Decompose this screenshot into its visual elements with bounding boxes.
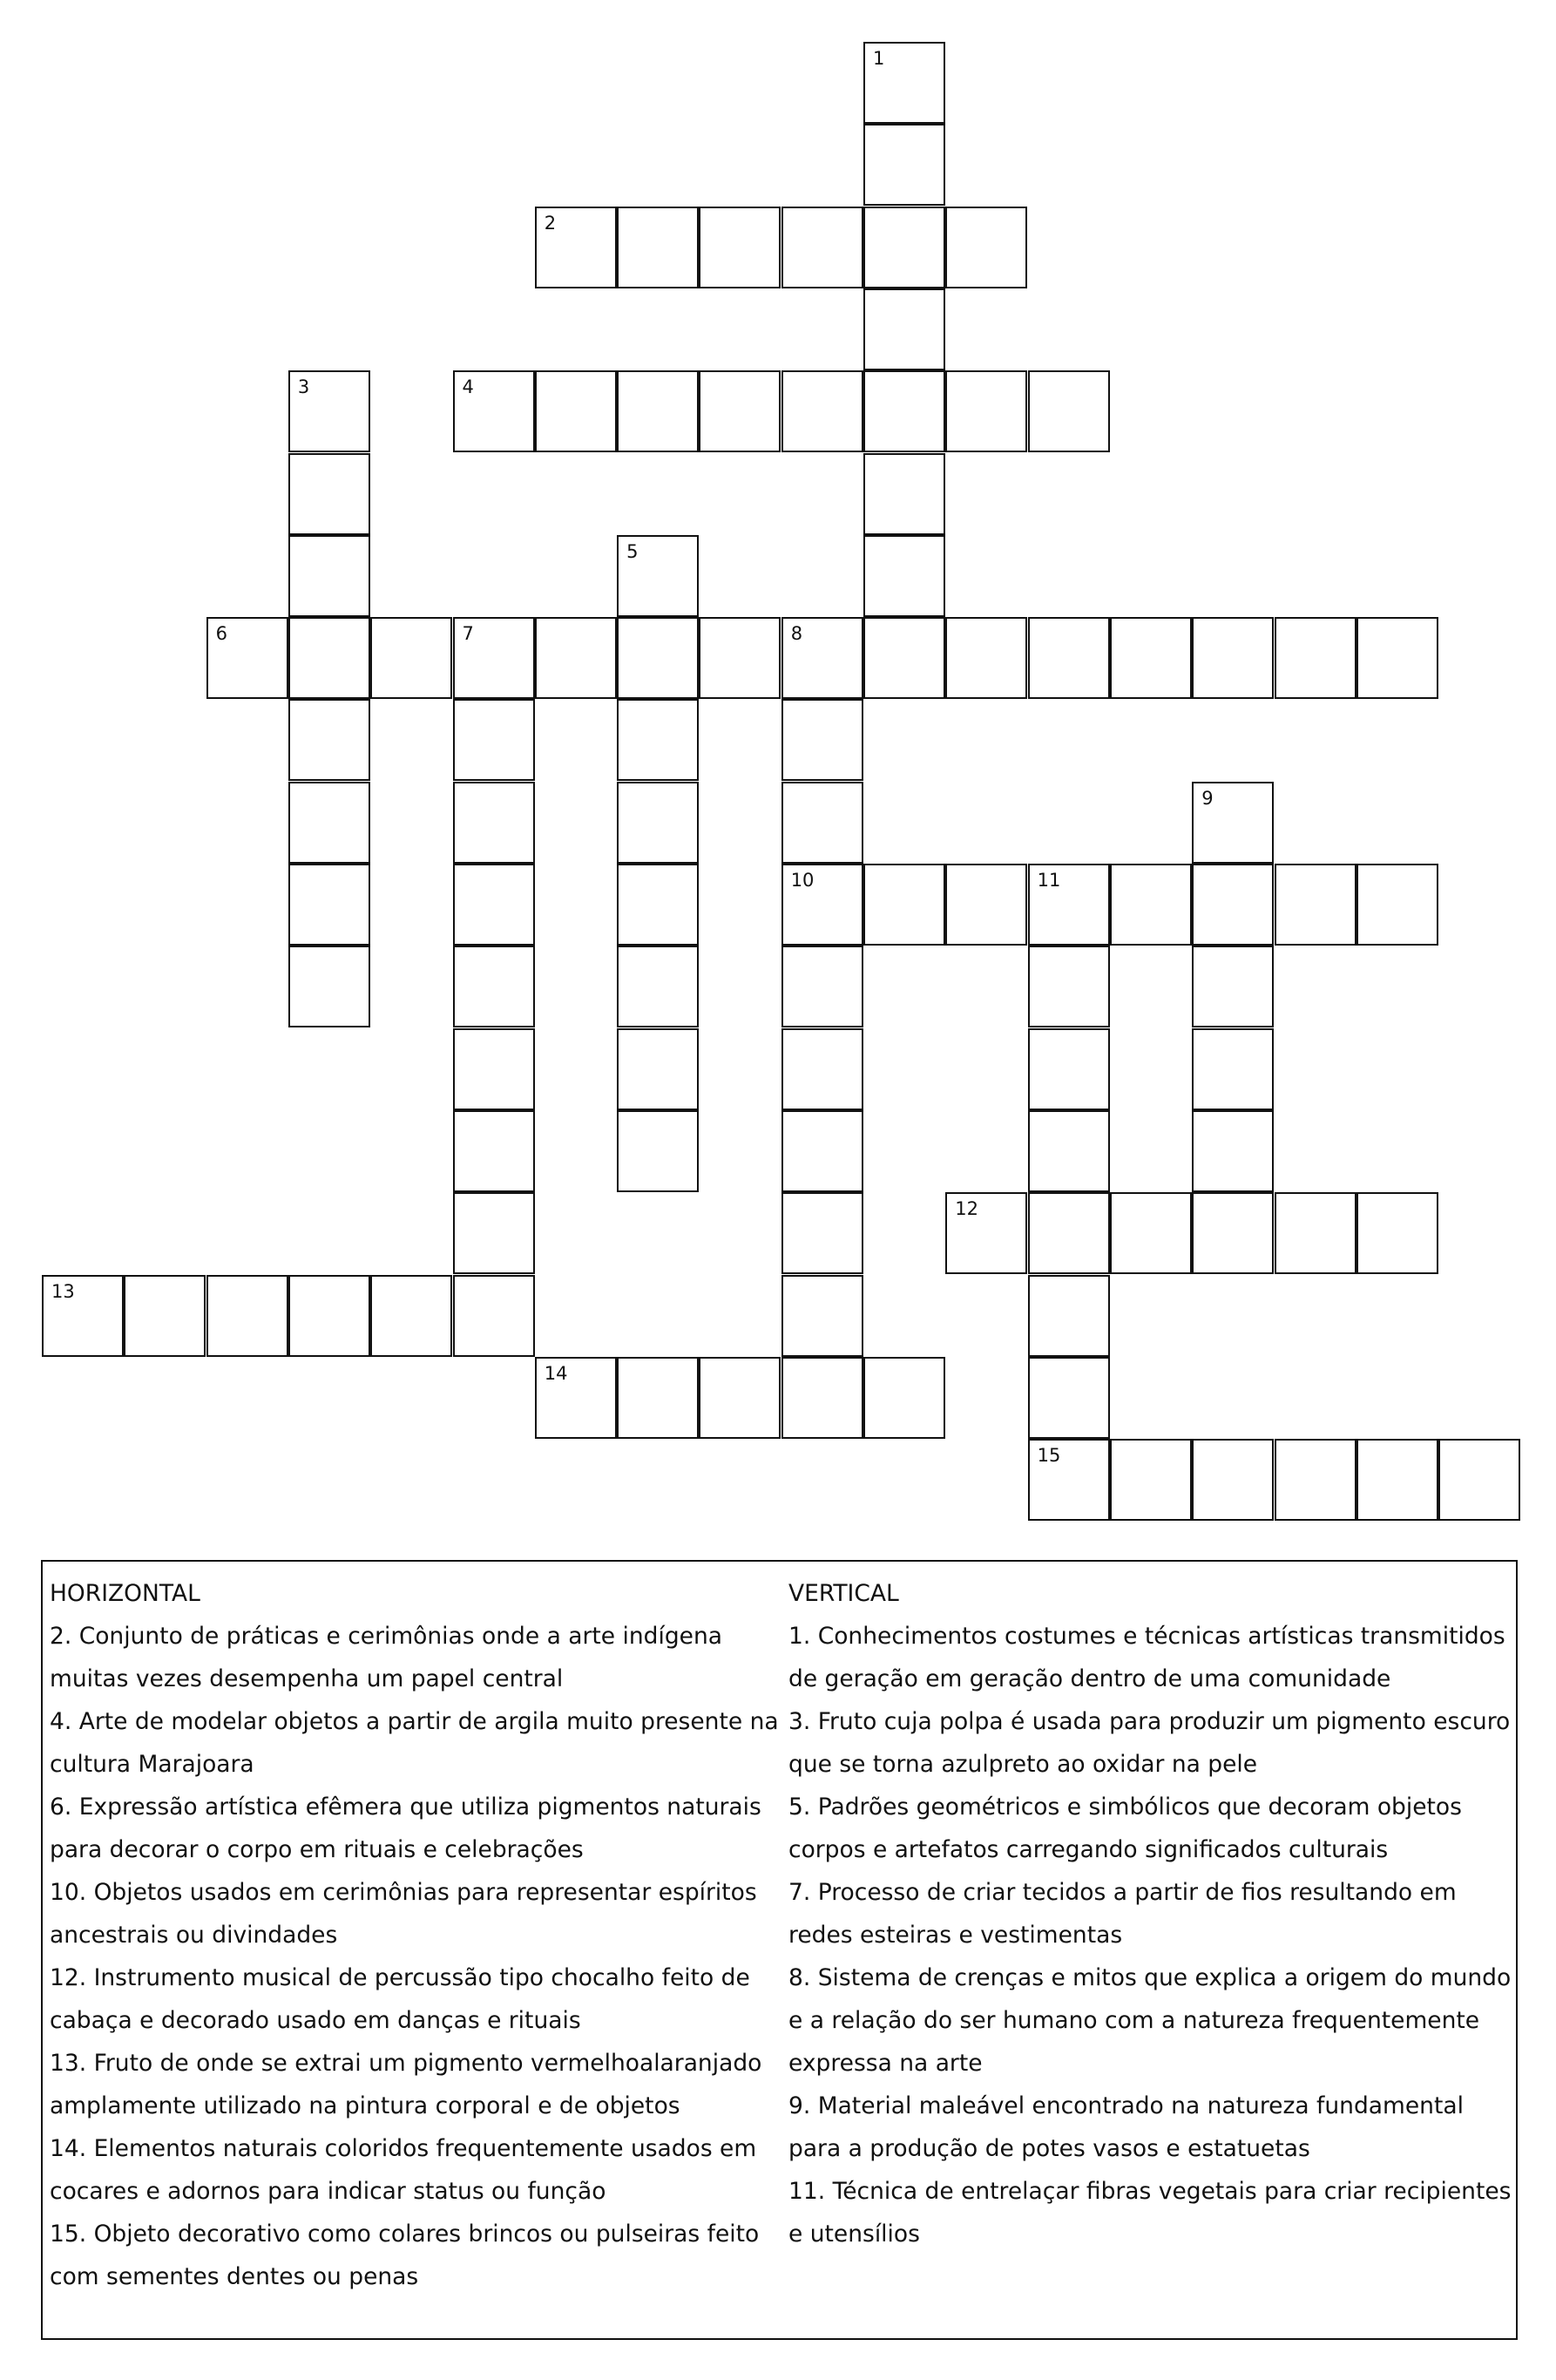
grid-cell[interactable] xyxy=(781,617,863,699)
clue-number: 11 xyxy=(1037,870,1061,891)
clue-down-5: 5. Padrões geométricos e simbólicos que decoram objetos corpos e artefatos carregando significados culturais xyxy=(788,1793,1462,1863)
grid-cell[interactable] xyxy=(781,1357,863,1439)
grid-cell[interactable] xyxy=(288,453,370,535)
grid-cell[interactable] xyxy=(453,370,535,452)
clue-number: 1 xyxy=(873,48,885,69)
grid-cell[interactable] xyxy=(781,1110,863,1192)
clue-across-12: 12. Instrumento musical de percussão tipo chocalho feito de cabaça e decorado usado em danças e rituais xyxy=(50,1964,750,2034)
clue-across-15: 15. Objeto decorativo como colares brincos ou pulseiras feito com sementes dentes ou penas xyxy=(50,2221,760,2290)
grid-cell[interactable] xyxy=(945,370,1027,452)
grid-cell[interactable] xyxy=(370,617,452,699)
grid-cell[interactable] xyxy=(1028,1357,1110,1439)
clues-box xyxy=(41,1560,1518,2340)
grid-cell[interactable] xyxy=(781,699,863,781)
grid-cell[interactable] xyxy=(535,617,617,699)
grid-cell[interactable] xyxy=(863,864,945,946)
clue-across-14: 14. Elementos naturais coloridos frequentemente usados em cocares e adornos para indicar status ou função xyxy=(50,2135,757,2205)
grid-cell[interactable] xyxy=(1356,864,1438,946)
grid-cell[interactable] xyxy=(453,617,535,699)
grid-cell[interactable] xyxy=(699,207,781,288)
vertical-title: VERTICAL xyxy=(788,1580,899,1607)
grid-cell[interactable] xyxy=(617,946,699,1027)
grid-cell[interactable] xyxy=(453,1110,535,1192)
grid-cell[interactable] xyxy=(42,1275,124,1357)
grid-cell[interactable] xyxy=(288,370,370,452)
clue-down-7: 7. Processo de criar tecidos a partir de fios resultando em redes esteiras e vestimentas xyxy=(788,1879,1457,1949)
grid-cell[interactable] xyxy=(863,207,945,288)
grid-cell[interactable] xyxy=(617,782,699,864)
grid-cell[interactable] xyxy=(863,124,945,206)
grid-cell[interactable] xyxy=(288,864,370,946)
grid-cell[interactable] xyxy=(288,699,370,781)
grid-cell[interactable] xyxy=(1028,617,1110,699)
grid-cell[interactable] xyxy=(453,1028,535,1110)
grid-cell[interactable] xyxy=(945,1192,1027,1274)
grid-cell[interactable] xyxy=(1275,1192,1356,1274)
clue-down-3: 3. Fruto cuja polpa é usada para produzir um pigmento escuro que se torna azulpreto ao oxidar na pele xyxy=(788,1708,1511,1778)
clue-number: 6 xyxy=(215,623,227,645)
grid-cell[interactable] xyxy=(453,699,535,781)
clue-number: 13 xyxy=(51,1280,75,1302)
grid-cell[interactable] xyxy=(1192,864,1274,946)
clue-number: 4 xyxy=(462,376,474,398)
clue-down-1: 1. Conhecimentos costumes e técnicas artísticas transmitidos de geração em geração dentro de uma comunidade xyxy=(788,1623,1505,1692)
grid-cell[interactable] xyxy=(1028,370,1110,452)
grid-cell[interactable] xyxy=(1192,1192,1274,1274)
grid-cell[interactable] xyxy=(781,1275,863,1357)
grid-cell[interactable] xyxy=(1275,864,1356,946)
grid-cell[interactable] xyxy=(535,1357,617,1439)
grid-cell[interactable] xyxy=(863,42,945,124)
clue-down-9: 9. Material maleável encontrado na natureza fundamental para a produção de potes vasos e estatuetas xyxy=(788,2092,1464,2162)
vertical-clues xyxy=(788,1572,1512,2255)
grid-cell[interactable] xyxy=(453,1275,535,1357)
grid-cell[interactable] xyxy=(781,207,863,288)
clue-number: 3 xyxy=(297,376,310,398)
clue-across-6: 6. Expressão artística efêmera que utiliza pigmentos naturais para decorar o corpo em rituais e celebrações xyxy=(50,1793,761,1863)
grid-cell[interactable] xyxy=(781,864,863,946)
grid-cell[interactable] xyxy=(288,946,370,1027)
grid-cell[interactable] xyxy=(1192,1439,1274,1521)
grid-cell[interactable] xyxy=(1028,946,1110,1027)
grid-cell[interactable] xyxy=(617,617,699,699)
grid-cell[interactable] xyxy=(535,207,617,288)
grid-cell[interactable] xyxy=(617,1110,699,1192)
grid-cell[interactable] xyxy=(945,617,1027,699)
grid-cell[interactable] xyxy=(1192,1110,1274,1192)
grid-cell[interactable] xyxy=(1192,782,1274,864)
grid-cell[interactable] xyxy=(617,207,699,288)
clue-number: 9 xyxy=(1201,787,1214,809)
grid-cell[interactable] xyxy=(617,1028,699,1110)
grid-cell[interactable] xyxy=(1110,1192,1192,1274)
grid-cell[interactable] xyxy=(1275,617,1356,699)
grid-cell[interactable] xyxy=(863,288,945,370)
grid-cell[interactable] xyxy=(206,1275,288,1357)
grid-cell[interactable] xyxy=(453,864,535,946)
grid-cell[interactable] xyxy=(453,946,535,1027)
grid-cell[interactable] xyxy=(617,1357,699,1439)
horizontal-clues xyxy=(50,1572,799,2298)
grid-cell[interactable] xyxy=(288,782,370,864)
clue-number: 5 xyxy=(626,540,639,562)
grid-cell[interactable] xyxy=(617,699,699,781)
clue-across-4: 4. Arte de modelar objetos a partir de argila muito presente na cultura Marajoara xyxy=(50,1708,779,1778)
grid-cell[interactable] xyxy=(617,535,699,617)
grid-cell[interactable] xyxy=(617,864,699,946)
grid-cell[interactable] xyxy=(1028,864,1110,946)
grid-cell[interactable] xyxy=(1110,617,1192,699)
grid-cell[interactable] xyxy=(1028,1110,1110,1192)
clue-down-11: 11. Técnica de entrelaçar fibras vegetais para criar recipientes e utensílios xyxy=(788,2178,1512,2248)
grid-cell[interactable] xyxy=(1028,1192,1110,1274)
clue-number: 10 xyxy=(790,870,815,891)
clue-number: 8 xyxy=(790,623,803,645)
grid-cell[interactable] xyxy=(206,617,288,699)
clue-number: 12 xyxy=(955,1198,979,1220)
grid-cell[interactable] xyxy=(781,946,863,1027)
grid-cell[interactable] xyxy=(1192,617,1274,699)
clue-number: 2 xyxy=(544,212,557,234)
grid-cell[interactable] xyxy=(1192,1028,1274,1110)
grid-cell[interactable] xyxy=(535,370,617,452)
grid-cell[interactable] xyxy=(699,370,781,452)
grid-cell[interactable] xyxy=(1110,1439,1192,1521)
grid-cell[interactable] xyxy=(699,1357,781,1439)
grid-cell[interactable] xyxy=(288,617,370,699)
clue-across-2: 2. Conjunto de práticas e cerimônias onde a arte indígena muitas vezes desempenha um papel central xyxy=(50,1623,722,1692)
clue-number: 15 xyxy=(1037,1445,1061,1467)
grid-cell[interactable] xyxy=(370,1275,452,1357)
grid-cell[interactable] xyxy=(863,370,945,452)
grid-cell[interactable] xyxy=(453,1192,535,1274)
grid-cell[interactable] xyxy=(863,453,945,535)
grid-cell[interactable] xyxy=(781,782,863,864)
grid-cell[interactable] xyxy=(781,370,863,452)
clue-across-10: 10. Objetos usados em cerimônias para representar espíritos ancestrais ou divindades xyxy=(50,1879,757,1949)
grid-cell[interactable] xyxy=(945,864,1027,946)
grid-cell[interactable] xyxy=(1028,1439,1110,1521)
grid-cell[interactable] xyxy=(1192,946,1274,1027)
grid-cell[interactable] xyxy=(781,1192,863,1274)
grid-cell[interactable] xyxy=(863,535,945,617)
grid-cell[interactable] xyxy=(1028,1028,1110,1110)
grid-cell[interactable] xyxy=(1438,1439,1520,1521)
clue-number: 7 xyxy=(462,623,474,645)
grid-cell[interactable] xyxy=(1110,864,1192,946)
horizontal-title: HORIZONTAL xyxy=(50,1580,200,1607)
grid-cell[interactable] xyxy=(617,370,699,452)
grid-cell[interactable] xyxy=(1028,1275,1110,1357)
grid-cell[interactable] xyxy=(453,782,535,864)
grid-cell[interactable] xyxy=(288,535,370,617)
grid-cell[interactable] xyxy=(699,617,781,699)
grid-cell[interactable] xyxy=(945,207,1027,288)
clue-across-13: 13. Fruto de onde se extrai um pigmento vermelhoalaranjado amplamente utilizado na pintura corporal e de objetos xyxy=(50,2050,762,2119)
grid-cell[interactable] xyxy=(124,1275,206,1357)
grid-cell[interactable] xyxy=(1275,1439,1356,1521)
clue-number: 14 xyxy=(544,1362,568,1384)
grid-cell[interactable] xyxy=(863,1357,945,1439)
grid-cell[interactable] xyxy=(1356,1439,1438,1521)
grid-cell[interactable] xyxy=(1356,1192,1438,1274)
grid-cell[interactable] xyxy=(1356,617,1438,699)
grid-cell[interactable] xyxy=(288,1275,370,1357)
clue-down-8: 8. Sistema de crenças e mitos que explica a origem do mundo e a relação do ser humano com a natureza frequentemente expressa na arte xyxy=(788,1964,1512,2077)
grid-cell[interactable] xyxy=(781,1028,863,1110)
grid-cell[interactable] xyxy=(863,617,945,699)
